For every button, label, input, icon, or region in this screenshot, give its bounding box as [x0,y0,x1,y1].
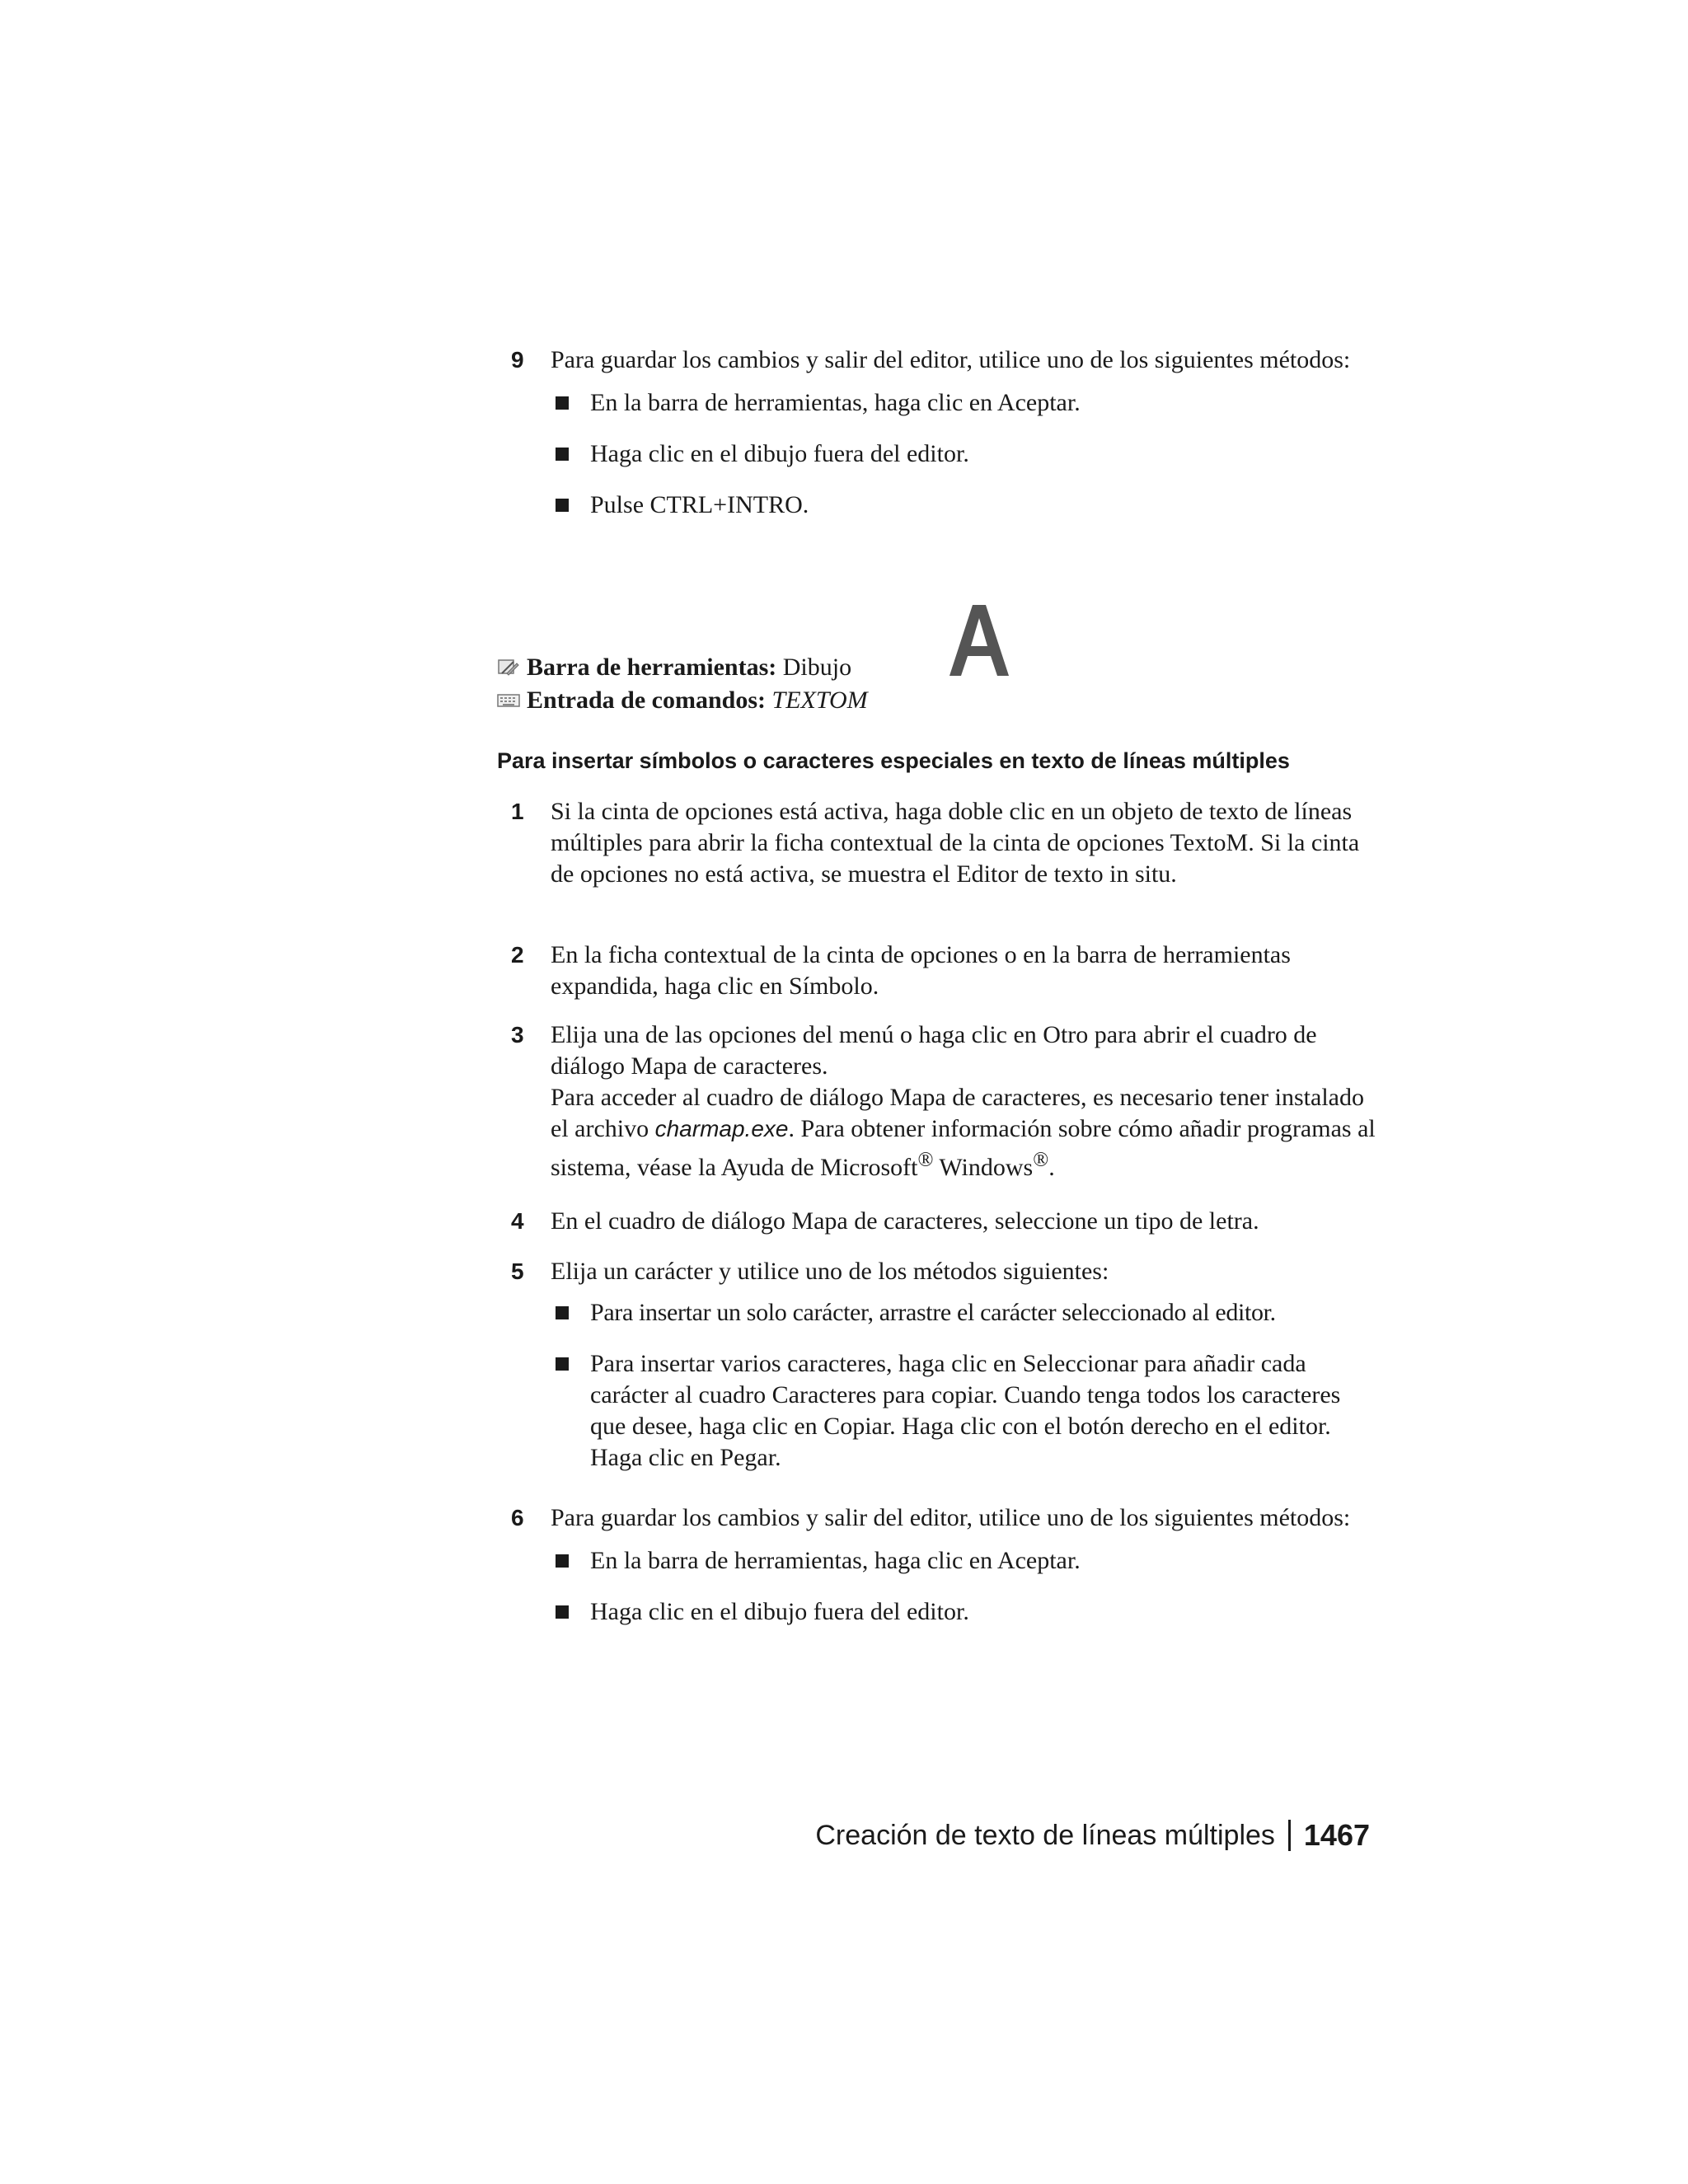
step-number: 4 [511,1208,524,1234]
list-item [551,1596,1376,1628]
square-bullet-icon [556,1306,569,1319]
square-bullet-icon [556,1605,569,1619]
registered-mark: ® [1033,1149,1049,1171]
list-item-text: Para insertar un solo carácter, arrastre el carácter seleccionado al editor. [590,1299,1276,1326]
list-item-text: En la barra de herramientas, haga clic en Aceptar. [590,1547,1081,1574]
step-6-options [551,1545,1376,1628]
page-footer [815,1817,1370,1854]
list-item-text: Haga clic en el dibujo fuera del editor. [590,440,969,467]
page-number: 1467 [1303,1818,1370,1852]
footer-divider [1288,1820,1291,1851]
list-item [551,1348,1376,1474]
step-text: En el cuadro de diálogo Mapa de caracteres, seleccione un tipo de letra. [551,1207,1259,1235]
text-tool-a-icon [948,602,1010,679]
step-4 [511,1206,1376,1237]
list-item [551,490,1376,521]
toolbar-value: Dibujo [782,654,852,681]
registered-mark: ® [917,1149,934,1171]
list-item-text: En la barra de herramientas, haga clic en Aceptar. [590,389,1081,416]
step-1 [511,796,1376,890]
list-item [551,387,1376,419]
footer-section-title: Creación de texto de líneas múltiples [815,1820,1275,1851]
keyboard-icon [497,690,520,711]
note-text: . Para obtener información sobre cómo añadir programas al sistema, véase la Ayuda de Microsoft [551,1115,1376,1181]
step-9-options [551,387,1376,521]
square-bullet-icon [556,396,569,410]
step-number: 3 [511,1022,524,1047]
step-text: Elija una de las opciones del menú o haga clic en Otro para abrir el cuadro de diálogo Mapa de caracteres. [551,1021,1317,1080]
step-6 [511,1502,1376,1628]
command-value: TEXTOM [771,687,868,714]
step-text: Elija un carácter y utilice uno de los métodos siguientes: [551,1258,1109,1285]
list-item-text: Pulse CTRL+INTRO. [590,491,809,518]
toolbar-icon [497,657,520,678]
step-3 [511,1019,1376,1183]
step-text: Si la cinta de opciones está activa, haga doble clic en un objeto de texto de líneas múltiples para abrir la ficha contextual de la cinta de opciones TextoM. Si la cinta de opciones no está activa, se muestra el Editor de texto in situ. [551,798,1360,888]
step-text: Para guardar los cambios y salir del editor, utilice uno de los siguientes métodos: [551,346,1351,373]
step-5 [511,1256,1376,1474]
list-item-text: Para insertar varios caracteres, haga clic en Seleccionar para añadir cada carácter al cuadro Caracteres para copiar. Cuando tenga todos los caracteres que desee, haga clic en Copiar. Haga clic con el botón derecho en el editor. Haga clic en Pegar. [590,1350,1341,1471]
step-number: 6 [511,1505,524,1530]
step-number: 2 [511,942,524,968]
square-bullet-icon [556,1357,569,1371]
step-text: Para guardar los cambios y salir del editor, utilice uno de los siguientes métodos: [551,1504,1351,1531]
step-number: 1 [511,799,524,824]
step-9 [511,344,1376,521]
step-number: 5 [511,1258,524,1284]
list-item-text: Haga clic en el dibujo fuera del editor. [590,1598,969,1625]
note-text: Windows [933,1154,1034,1181]
list-item [551,1545,1376,1577]
square-bullet-icon [556,499,569,512]
note-text: Para acceder al cuadro de diálogo Mapa de caracteres, es necesario tener instalado el archivo [551,1084,1364,1142]
step-5-options [551,1297,1376,1474]
step-note [551,1082,1376,1183]
list-item [551,1297,1376,1329]
list-item [551,438,1376,470]
file-name: charmap.exe [654,1116,789,1141]
toolbar-reference [497,651,851,684]
command-reference [497,684,868,717]
square-bullet-icon [556,448,569,461]
step-text: En la ficha contextual de la cinta de opciones o en la barra de herramientas expandida, haga clic en Símbolo. [551,941,1291,1000]
command-label: Entrada de comandos: [527,687,767,714]
note-text: . [1048,1154,1055,1181]
toolbar-label: Barra de herramientas: [527,654,777,681]
procedure-heading: Para insertar símbolos o caracteres especiales en texto de líneas múltiples [497,748,1290,773]
step-number: 9 [511,347,524,373]
step-2 [511,940,1376,1002]
square-bullet-icon [556,1554,569,1568]
